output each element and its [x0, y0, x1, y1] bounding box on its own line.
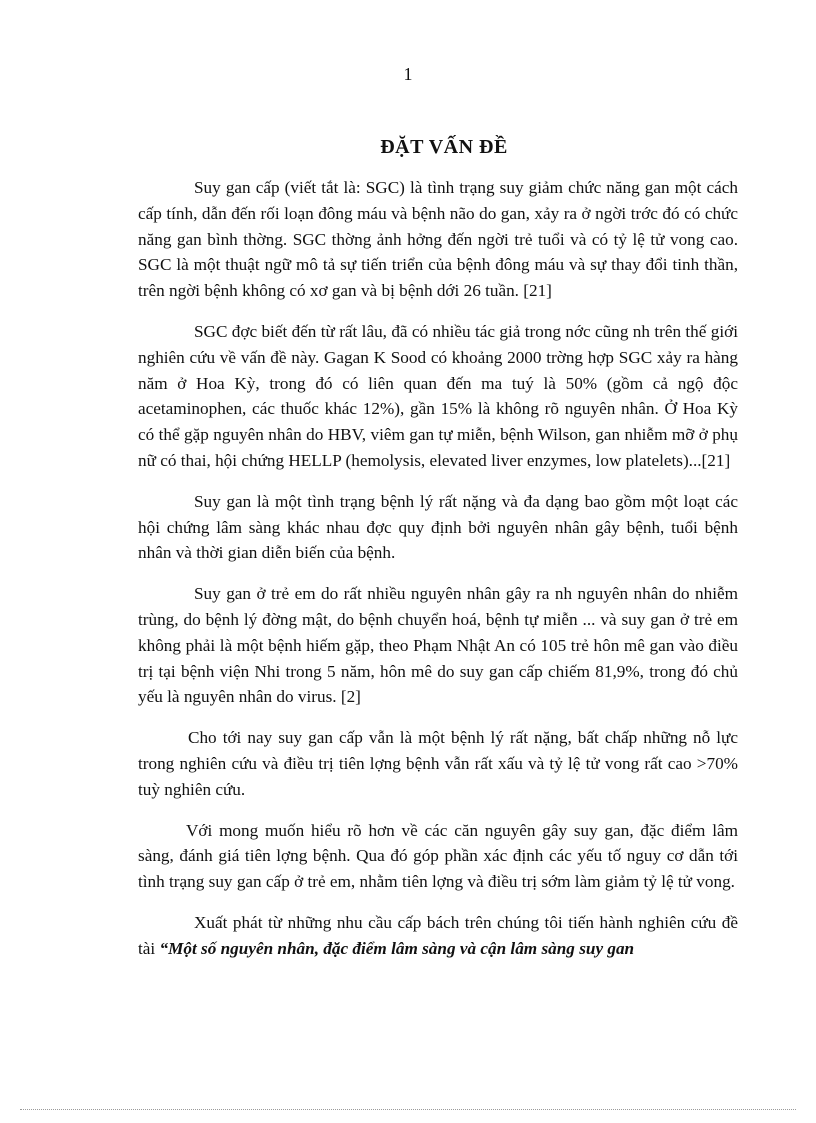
- page-number: 1: [403, 64, 413, 84]
- thesis-title: “Một số nguyên nhân, đặc điểm lâm sàng và cận lâm sàng suy gan: [159, 938, 635, 958]
- paragraph-4: Suy gan ở trẻ em do rất nhiều nguyên nhân gây ra nh nguyên nhân do nhiễm trùng, do bệnh lý đờng mật, do bệnh chuyển hoá, bệnh tự miễn ... và suy gan ở trẻ em không phải là một bệnh hiếm gặp, theo Phạm Nhật An có 105 trẻ hôn mê gan vào điều trị tại bệnh viện Nhi trong 5 năm, hôn mê do suy gan cấp chiếm 81,9%, trong đó chủ yếu là nguyên nhân do virus. [2]: [138, 584, 738, 707]
- closing-lead: Xuất phát từ những nhu cầu cấp bách trên chúng tôi tiến hành nghiên cứu đề tài: [138, 912, 738, 958]
- footer-divider: [20, 1109, 796, 1110]
- paragraph-1: Suy gan cấp (viết tắt là: SGC) là tình trạng suy giảm chức năng gan một cách cấp tính, dẫn đến rối loạn đông máu và bệnh não do gan, xảy ra ở ngời trớc đó có chức năng gan bình thờng. SGC thờng ảnh hởng đến ngời trẻ tuổi và có tỷ lệ tử vong cao. SGC là một thuật ngữ mô tả sự tiến triển của bệnh đông máu và sự thay đổi tinh thần, trên ngời bệnh không có xơ gan và bị bệnh dới 26 tuần. [21]: [138, 178, 738, 301]
- paragraph-3: Suy gan là một tình trạng bệnh lý rất nặng và đa dạng bao gồm một loạt các hội chứng lâm sàng khác nhau đợc quy định bởi nguyên nhân gây bệnh, tuổi bệnh nhân và thời gian diễn biến của bệnh.: [138, 491, 738, 563]
- body-text: [138, 175, 738, 962]
- paragraph-2: SGC đợc biết đến từ rất lâu, đã có nhiều tác giả trong nớc cũng nh trên thế giới nghiên cứu về vấn đề này. Gagan K Sood có khoảng 2000 trờng hợp SGC xảy ra hàng năm ở Hoa Kỳ, trong đó có liên quan đến ma tuý là 50% (gồm cả ngộ độc acetaminophen, các thuốc khác 12%), gần 15% là không rõ nguyên nhân. Ở Hoa Kỳ có thể gặp nguyên nhân do HBV, viêm gan tự miễn, bệnh Wilson, gan nhiễm mỡ ở phụ nữ có thai, hội chứng HELLP (hemolysis, elevated liver enzymes, low platelets)...[21]: [138, 321, 738, 470]
- paragraph-6: Với mong muốn hiểu rõ hơn về các căn nguyên gây suy gan, đặc điểm lâm sàng, đánh giá tiên lợng bệnh. Qua đó góp phần xác định các yếu tố nguy cơ dẫn tới tình trạng suy gan cấp ở trẻ em, nhằm tiên lợng và điều trị sớm làm giảm tỷ lệ tử vong.: [138, 820, 738, 892]
- page-title: ĐẶT VẤN ĐỀ: [380, 136, 508, 158]
- paragraph-5: Cho tới nay suy gan cấp vẫn là một bệnh lý rất nặng, bất chấp những nỗ lực trong nghiên cứu và điều trị tiên lợng bệnh vẫn rất xấu và tỷ lệ tử vong rất cao >70% tuỳ nghiên cứu.: [138, 728, 738, 799]
- paragraph-7: [138, 910, 738, 962]
